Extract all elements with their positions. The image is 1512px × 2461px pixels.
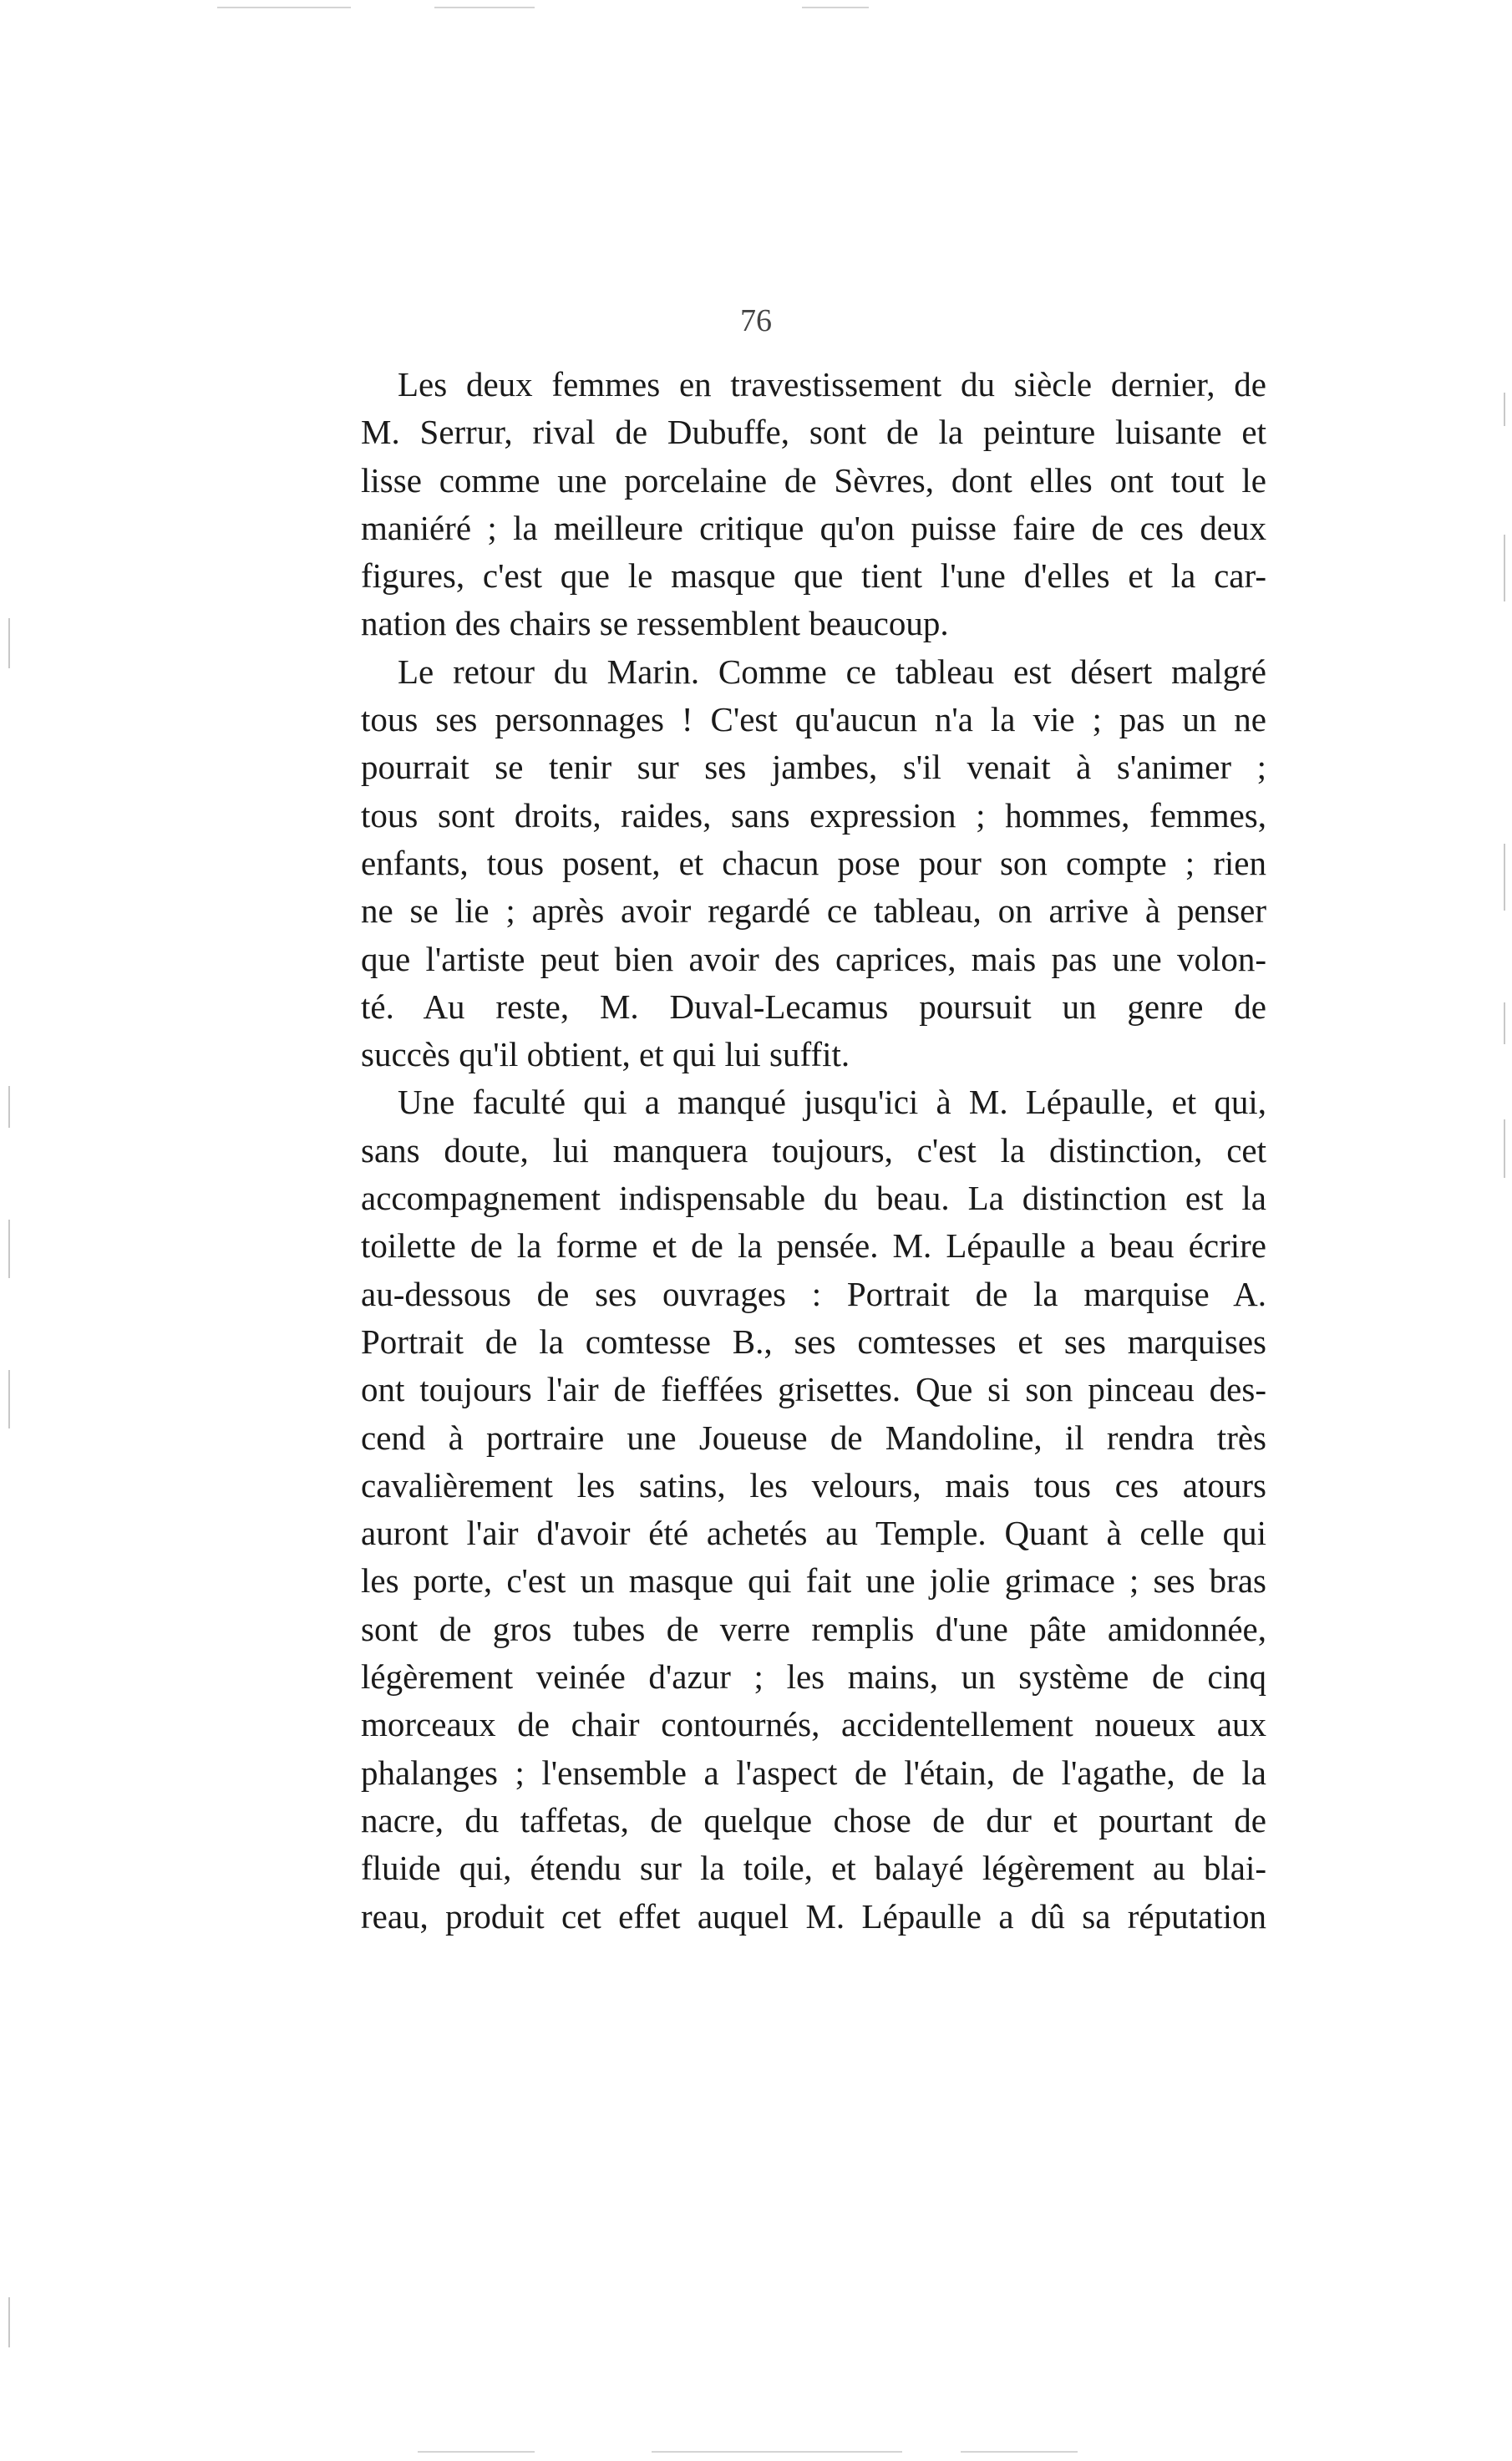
text-line: tous sont droits, raides, sans expression ; hommes, femmes, [361, 795, 1266, 835]
text-line: toilette de la forme et de la pensée. M. Lépaulle a beau écrire [361, 1226, 1266, 1266]
text-line: Les deux femmes en travestissement du siècle dernier, de [398, 365, 1266, 403]
text-line: ont toujours l'air de fieffées grisettes. Que si son pinceau des- [361, 1370, 1266, 1409]
scan-bottom-edge-rule [961, 2451, 1078, 2453]
text-line: Le retour du Marin. Comme ce tableau est désert malgré [398, 652, 1266, 691]
text-line: lisse comme une porcelaine de Sèvres, dont elles ont tout le [361, 460, 1266, 500]
text-line: que l'artiste peut bien avoir des caprices, mais pas une volon- [361, 939, 1266, 978]
scan-right-margin-mark [1504, 535, 1505, 601]
scan-right-margin-mark [1504, 1002, 1505, 1044]
text-line: ne se lie ; après avoir regardé ce tableau, on arrive à penser [361, 891, 1266, 931]
text-line: Une faculté qui a manqué jusqu'ici à M. Lépaulle, et qui, [398, 1083, 1266, 1122]
text-line: sans doute, lui manquera toujours, c'est la distinction, cet [361, 1130, 1266, 1170]
text-line: nation des chairs se ressemblent beaucoup. [361, 604, 949, 643]
text-line: maniéré ; la meilleure critique qu'on puisse faire de ces deux [361, 508, 1266, 547]
text-line: succès qu'il obtient, et qui lui suffit. [361, 1035, 850, 1074]
text-line: phalanges ; l'ensemble a l'aspect de l'étain, de l'agathe, de la [361, 1753, 1266, 1792]
page-number: 76 [740, 303, 772, 338]
text-line: fluide qui, étendu sur la toile, et balayé légèrement au blai- [361, 1849, 1266, 1888]
text-line: morceaux de chair contournés, accidentellement noueux aux [361, 1705, 1266, 1744]
scan-bottom-edge-rule [652, 2451, 902, 2453]
scan-left-margin-mark [8, 1220, 10, 1278]
text-line: reau, produit cet effet auquel M. Lépaulle a dû sa réputation [361, 1896, 1266, 1936]
scan-top-edge-rule [802, 7, 869, 8]
text-line: Portrait de la comtesse B., ses comtesses et ses marquises [361, 1322, 1266, 1361]
text-line: au-dessous de ses ouvrages : Portrait de la marquise A. [361, 1274, 1266, 1313]
text-line: les porte, c'est un masque qui fait une jolie grimace ; ses bras [361, 1561, 1266, 1601]
text-line: pourrait se tenir sur ses jambes, s'il venait à s'animer ; [361, 748, 1266, 787]
text-line: auront l'air d'avoir été achetés au Temple. Quant à celle qui [361, 1514, 1266, 1553]
text-line: M. Serrur, rival de Dubuffe, sont de la peinture luisante et [361, 413, 1266, 452]
scan-left-margin-mark [8, 1370, 10, 1428]
scan-right-margin-mark [1504, 393, 1505, 426]
scan-right-margin-mark [1504, 1119, 1505, 1178]
scan-top-edge-rule [434, 7, 535, 8]
scan-top-edge-rule [217, 7, 351, 8]
scan-left-margin-mark [8, 618, 10, 668]
text-line: cend à portraire une Joueuse de Mandoline, il rendra très [361, 1418, 1266, 1457]
text-line: tous ses personnages ! C'est qu'aucun n'a la vie ; pas un ne [361, 700, 1266, 739]
scan-bottom-edge-rule [418, 2451, 535, 2453]
scan-left-margin-mark [8, 2297, 10, 2347]
text-line: enfants, tous posent, et chacun pose pour son compte ; rien [361, 843, 1266, 882]
text-line: cavalièrement les satins, les velours, mais tous ces atours [361, 1465, 1266, 1505]
text-line: figures, c'est que le masque que tient l'une d'elles et la car- [361, 556, 1266, 596]
scan-left-margin-mark [8, 1086, 10, 1128]
text-line: té. Au reste, M. Duval-Lecamus poursuit un genre de [361, 987, 1266, 1026]
scan-right-margin-mark [1504, 844, 1505, 911]
body-text [361, 361, 1266, 1941]
text-line: légèrement veinée d'azur ; les mains, un système de cinq [361, 1657, 1266, 1697]
text-line: accompagnement indispensable du beau. La distinction est la [361, 1179, 1266, 1218]
text-line: sont de gros tubes de verre remplis d'une pâte amidonnée, [361, 1609, 1266, 1648]
text-line: nacre, du taffetas, de quelque chose de dur et pourtant de [361, 1800, 1266, 1839]
